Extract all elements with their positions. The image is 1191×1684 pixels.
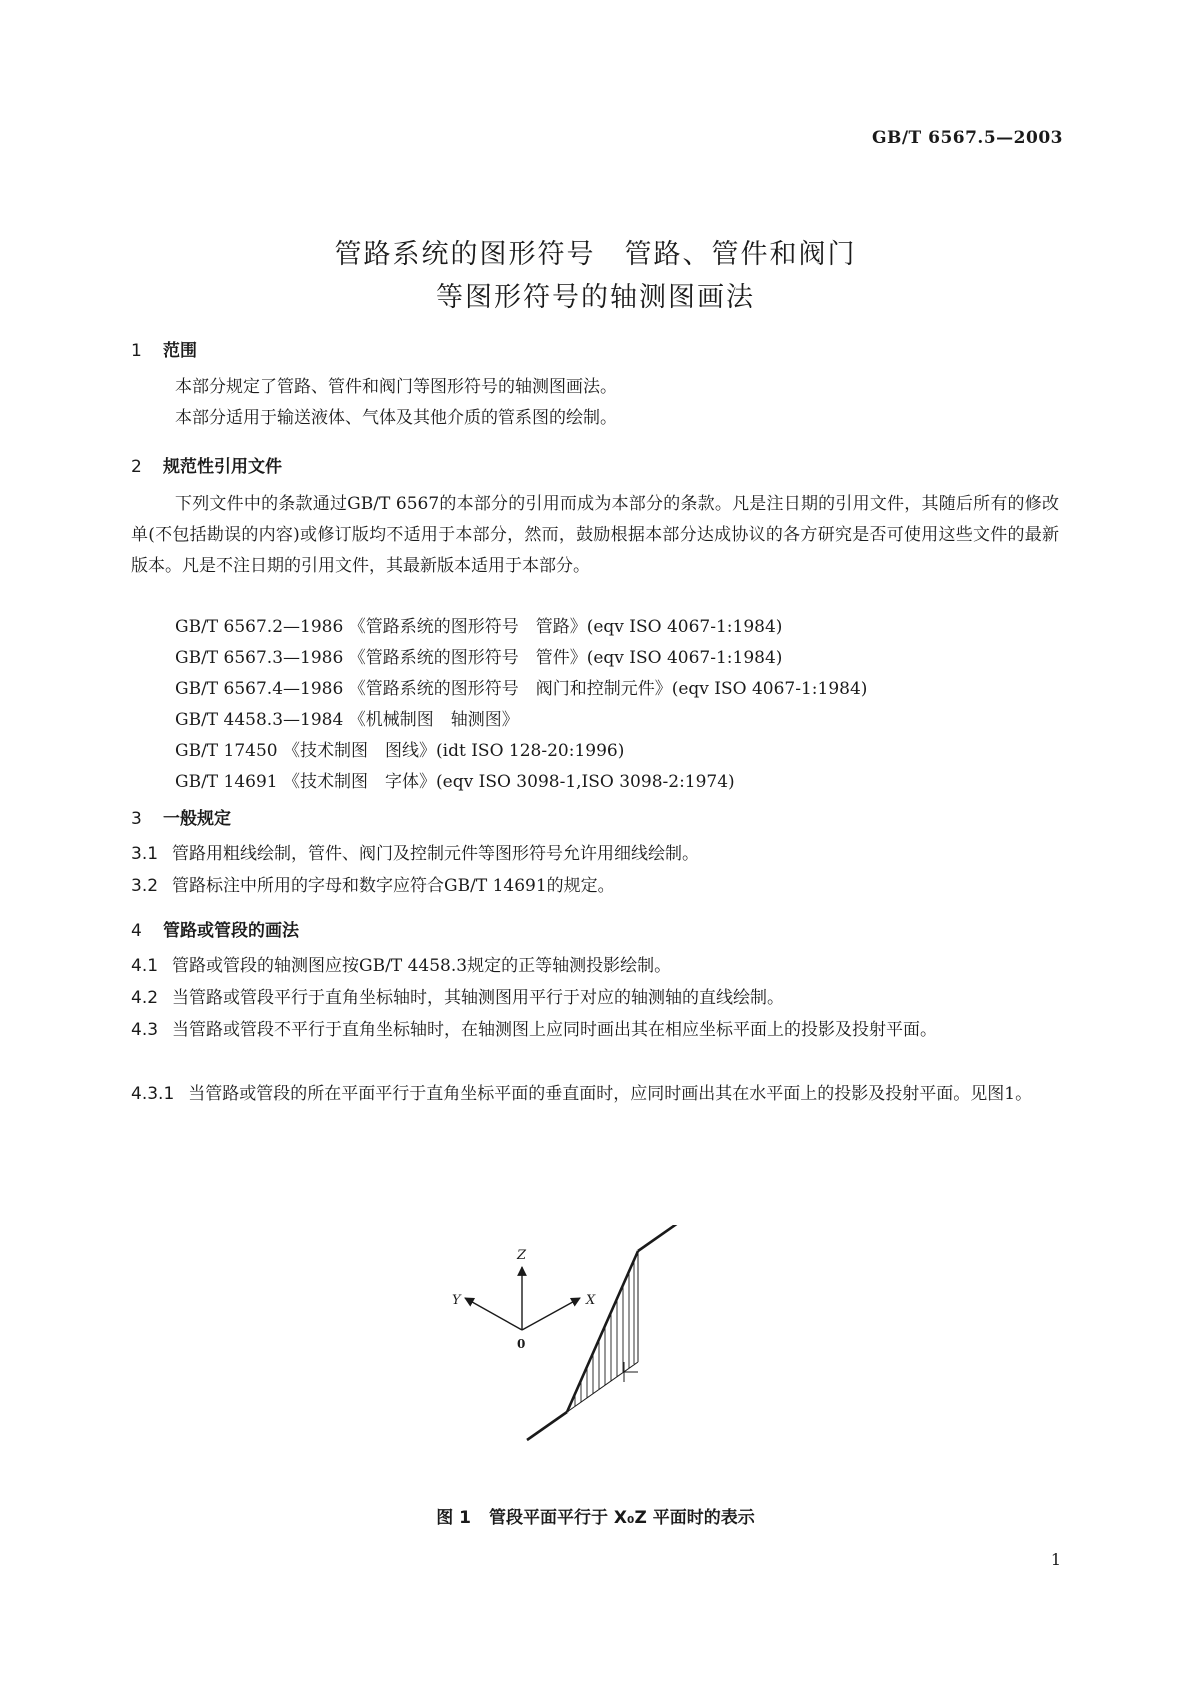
clause-4-3-1 <box>131 1078 1059 1110</box>
standard-code: GB/T 6567.5—2003 <box>871 128 1063 148</box>
pipe-segment-inclined <box>567 1251 638 1412</box>
section-title: 规范性引用文件 <box>163 457 282 477</box>
figure-caption <box>0 1503 1191 1528</box>
section-number: 2 <box>131 457 142 477</box>
section-title: 一般规定 <box>163 809 231 829</box>
section-3-heading <box>131 804 231 829</box>
section-number: 1 <box>131 341 142 361</box>
clause-number: 4.3 <box>131 1020 159 1040</box>
references-intro: 下列文件中的条款通过GB/T 6567的本部分的引用而成为本部分的条款。凡是注日期的引用文件，其随后所有的修改单(不包括勘误的内容)或修订版均不适用于本部分，然而，鼓励根据本部分达成协议的各方研究是否可使用这些文件的最新版本。凡是不注日期的引用文件，其最新版本适用于本部分。 <box>131 494 1059 576</box>
clause-3-1 <box>131 838 1059 870</box>
reference-item: GB/T 14691 《技术制图 字体》(eqv ISO 3098-1,ISO 3098-2:1974) <box>175 772 735 792</box>
page-title-line-2: 等图形符号的轴测图画法 <box>436 282 755 313</box>
axis-label-x: X <box>586 1293 596 1308</box>
figure-label: 图 1 <box>436 1508 472 1528</box>
clause-4-2 <box>131 982 1059 1014</box>
paragraph: 本部分适用于输送液体、气体及其他介质的管系图的绘制。 <box>175 408 617 428</box>
paragraph: 本部分规定了管路、管件和阀门等图形符号的轴测图画法。 <box>175 377 617 397</box>
page-number: 1 <box>1050 1550 1061 1569</box>
clause-4-3 <box>131 1014 1059 1046</box>
reference-item: GB/T 17450 《技术制图 图线》(idt ISO 128-20:1996) <box>175 741 625 761</box>
reference-item: GB/T 6567.3—1986 《管路系统的图形符号 管件》(eqv ISO 4067-1:1984) <box>175 648 783 668</box>
axis-label-z: Z <box>517 1248 527 1263</box>
clause-text: 管路标注中所用的字母和数字应符合GB/T 14691的规定。 <box>172 876 615 896</box>
pipe-segment-lower <box>527 1412 567 1440</box>
clause-text: 当管路或管段不平行于直角坐标轴时，在轴测图上应同时画出其在相应坐标平面上的投影及投射平面。 <box>172 1020 938 1040</box>
clause-text: 当管路或管段的所在平面平行于直角坐标平面的垂直面时，应同时画出其在水平面上的投影及投射平面。见图1。 <box>188 1084 1033 1104</box>
section-title: 管路或管段的画法 <box>163 921 299 941</box>
reference-item: GB/T 6567.4—1986 《管路系统的图形符号 阀门和控制元件》(eqv ISO 4067-1:1984) <box>175 679 868 699</box>
clause-number: 3.1 <box>131 844 159 864</box>
section-1-heading <box>131 336 197 361</box>
section-number: 3 <box>131 809 142 829</box>
clause-text: 管路用粗线绘制，管件、阀门及控制元件等图形符号允许用细线绘制。 <box>172 844 700 864</box>
axis-label-y: Y <box>452 1293 461 1308</box>
y-axis <box>465 1298 522 1330</box>
clause-text: 当管路或管段平行于直角坐标轴时，其轴测图用平行于对应的轴测轴的直线绘制。 <box>172 988 785 1008</box>
x-axis <box>522 1298 580 1330</box>
figure-caption-text: 管段平面平行于 X₀Z 平面时的表示 <box>489 1508 755 1528</box>
page-title-line-1: 管路系统的图形符号 管路、管件和阀门 <box>334 239 857 270</box>
reference-item: GB/T 4458.3—1984 《机械制图 轴测图》 <box>175 710 519 730</box>
section-number: 4 <box>131 921 142 941</box>
clause-4-1 <box>131 950 1059 982</box>
section-2-heading <box>131 452 282 477</box>
section-4-heading <box>131 916 299 941</box>
clause-text: 管路或管段的轴测图应按GB/T 4458.3规定的正等轴测投影绘制。 <box>172 956 672 976</box>
clause-number: 4.3.1 <box>131 1084 175 1104</box>
reference-item: GB/T 6567.2—1986 《管路系统的图形符号 管路》(eqv ISO 4067-1:1984) <box>175 617 783 637</box>
clause-number: 3.2 <box>131 876 159 896</box>
clause-number: 4.1 <box>131 956 159 976</box>
pipe-segment-upper <box>638 1225 678 1251</box>
figure-1-drawing <box>430 1225 760 1490</box>
origin-label: 0 <box>517 1337 526 1351</box>
section-title: 范围 <box>163 341 197 361</box>
clause-3-2 <box>131 870 1059 902</box>
clause-number: 4.2 <box>131 988 159 1008</box>
